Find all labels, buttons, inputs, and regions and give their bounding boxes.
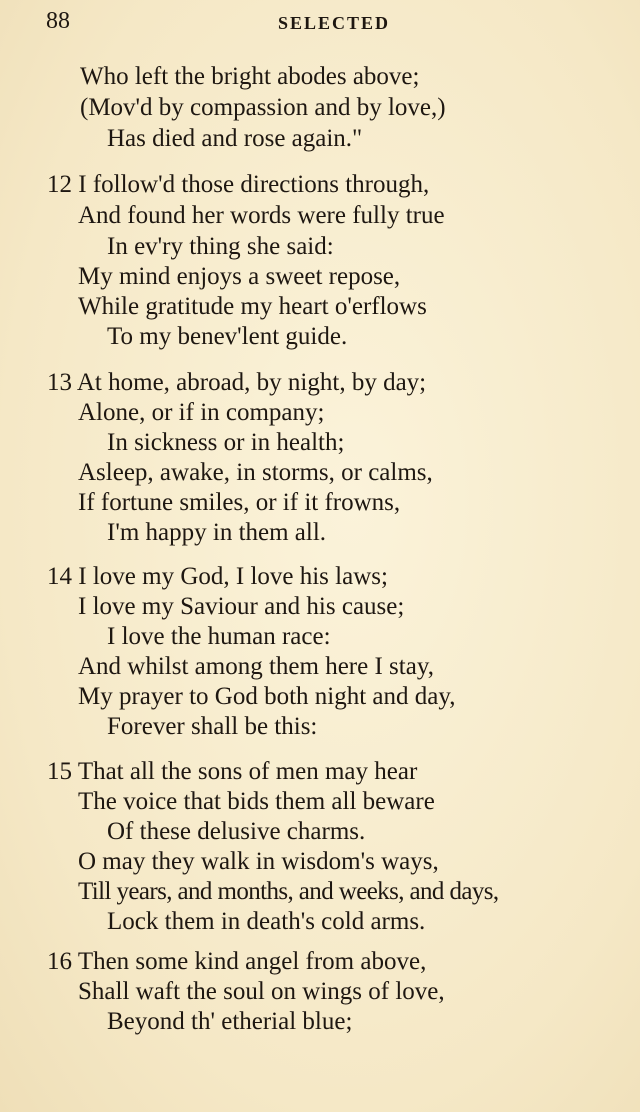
stanza-number: 13 bbox=[47, 369, 72, 396]
verse-line: Asleep, awake, in storms, or calms, bbox=[78, 459, 433, 486]
stanza-number: 14 bbox=[47, 563, 72, 590]
verse-line: 14 I love my God, I love his laws; bbox=[47, 563, 388, 590]
verse-line: 16 Then some kind angel from above, bbox=[47, 948, 427, 975]
verse-line: (Mov'd by compassion and by love,) bbox=[80, 94, 446, 121]
running-head: SELECTED bbox=[278, 13, 391, 33]
verse-line: Who left the bright abodes above; bbox=[80, 63, 420, 90]
verse-line: I love the human race: bbox=[107, 623, 331, 650]
verse-line: In ev'ry thing she said: bbox=[107, 233, 334, 260]
verse-line: Of these delusive charms. bbox=[107, 818, 366, 845]
verse-line: My mind enjoys a sweet repose, bbox=[78, 263, 401, 290]
verse-line: O may they walk in wisdom's ways, bbox=[78, 848, 439, 875]
verse-line: And found her words were fully true bbox=[78, 202, 445, 229]
verse-line: Beyond th' etherial blue; bbox=[107, 1008, 353, 1035]
stanza-number: 16 bbox=[47, 948, 72, 975]
verse-line: In sickness or in health; bbox=[107, 429, 345, 456]
page-number: 88 bbox=[46, 8, 70, 34]
verse-line: Forever shall be this: bbox=[107, 713, 318, 740]
verse-line: And whilst among them here I stay, bbox=[78, 653, 434, 680]
verse-line: I'm happy in them all. bbox=[107, 519, 327, 546]
verse-line: 13 At home, abroad, by night, by day; bbox=[47, 369, 427, 396]
verse-line: To my benev'lent guide. bbox=[107, 323, 348, 350]
verse-line: If fortune smiles, or if it frowns, bbox=[78, 489, 401, 516]
verse-line: Shall waft the soul on wings of love, bbox=[78, 978, 445, 1005]
verse-line: 15 That all the sons of men may hear bbox=[47, 758, 418, 785]
verse-line: While gratitude my heart o'erflows bbox=[78, 293, 427, 320]
verse-line: The voice that bids them all beware bbox=[78, 788, 435, 815]
verse-line: My prayer to God both night and day, bbox=[78, 683, 456, 710]
verse-line: 12 I follow'd those directions through, bbox=[47, 171, 430, 198]
verse-line: Has died and rose again." bbox=[107, 125, 363, 152]
verse-line: Till years, and months, and weeks, and days, bbox=[78, 878, 499, 905]
page-header bbox=[0, 8, 640, 38]
verse-line: Lock them in death's cold arms. bbox=[107, 908, 426, 935]
stanza-number: 15 bbox=[47, 758, 72, 785]
stanza-number: 12 bbox=[47, 171, 72, 198]
verse-line: I love my Saviour and his cause; bbox=[78, 593, 405, 620]
verse-line: Alone, or if in company; bbox=[78, 399, 325, 426]
